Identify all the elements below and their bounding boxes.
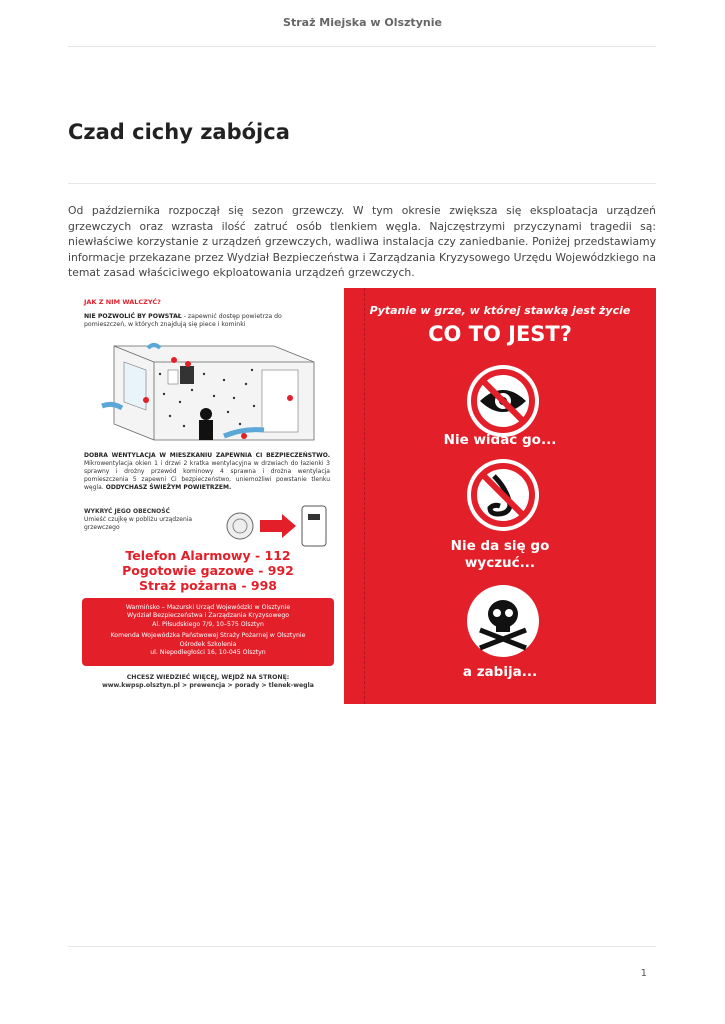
more-info-label: CHCESZ WIEDZIEĆ WIĘCEJ, WEJDŹ NA STRONĘ: bbox=[126, 674, 290, 681]
prevent-bold: NIE POZWOLIĆ BY POWSTAŁ bbox=[84, 313, 182, 320]
title-divider bbox=[68, 183, 656, 184]
contacts-box bbox=[82, 598, 334, 666]
intro-paragraph: Od października rozpoczął się sezon grzewczy. W tym okresie zwiększa się eksploatacja urządzeń grzewczych oraz wzrasta ilość zatruć osób tlenkiem węgla. Najczęstrzymi przyczynami tragedii są: niewłaściwe korzystanie z urządzeń grzewczych, wadliwa instalacja czy zaniedbanie. Poniżej przedstawiamy informacje przekazane przez Wydział Bezpieczeństwa i Zarządzania Kryzysowego Urzędu Wojewódzkiego na temat zasad właściciwego ekploatowania urządzeń grzewczych. bbox=[68, 204, 656, 279]
more-info bbox=[80, 674, 336, 690]
detect-desc: Umieść czujkę w pobliżu urządzenia grzewczego bbox=[84, 516, 193, 531]
header-divider bbox=[68, 46, 656, 47]
good-vent-desc: Mikrowentylacja okien 1 i drzwi 2 kratka wentylacyjna w drzwiach do łazienki 3 sprawny i drożny przewód kominowy 4 sprawna i drożna wentylacja pomieszczenia 5 zapewni Ci bezpieczeństwo, uniemożliwi powstanie tlenku węgla. bbox=[84, 460, 330, 491]
contact-line: Al. Piłsudskiego 7/9, 10–575 Olsztyn bbox=[152, 620, 264, 628]
emergency-phones bbox=[80, 548, 336, 593]
detect-text bbox=[84, 508, 214, 532]
leaflet-left bbox=[80, 290, 336, 710]
detect-bold: WYKRYĆ JEGO OBECNOŚĆ bbox=[84, 508, 170, 515]
footer-divider bbox=[68, 946, 656, 947]
prevent-desc: - zapewnić dostęp powietrza do pomieszczeń, w których znajdują się piece i kominki bbox=[84, 313, 282, 328]
leaflet-headline: CO TO JEST? bbox=[428, 322, 572, 346]
no-smell-icon bbox=[466, 458, 540, 532]
contact-line: Wydział Bezpieczeństwa i Zarządzania Kryzysowego bbox=[126, 612, 290, 620]
site-title: Straż Miejska w Olsztynie bbox=[283, 16, 442, 29]
good-ventilation-text bbox=[84, 452, 330, 492]
page-number: 1 bbox=[640, 968, 647, 979]
phone-gas: Pogotowie gazowe - 992 bbox=[122, 563, 294, 578]
fold-line bbox=[364, 288, 365, 704]
contact-line: Ośrodek Szkolenia bbox=[179, 640, 237, 648]
leaflet-right bbox=[344, 288, 656, 704]
contact-line: Komenda Wojewódzka Państwowej Straży Pożarnej w Olsztynie bbox=[110, 632, 306, 640]
contact-line: ul. Niepodległości 16, 10-045 Olsztyn bbox=[150, 649, 266, 657]
leaflet-question: Pytanie w grze, w której stawką jest życie bbox=[369, 304, 631, 317]
caption-cant-smell-1: Nie da się go bbox=[450, 538, 550, 554]
good-vent-end: ODDYCHASZ ŚWIEŻYM POWIETRZEM. bbox=[103, 484, 232, 491]
caption-cant-smell bbox=[344, 538, 656, 572]
no-eye-icon bbox=[466, 364, 540, 438]
co-detector-illustration bbox=[220, 504, 330, 548]
caption-cant-smell-2: wyczuć... bbox=[464, 555, 536, 571]
room-ventilation-illustration bbox=[84, 340, 324, 448]
caption-kills: a zabija... bbox=[462, 664, 538, 680]
phone-emergency: Telefon Alarmowy - 112 bbox=[125, 548, 291, 563]
page-title: Czad cichy zabójca bbox=[68, 120, 290, 144]
phone-fire: Straż pożarna - 998 bbox=[139, 578, 277, 593]
good-vent-bold: DOBRA WENTYLACJA W MIESZKANIU ZAPEWNIA CI BEZPIECZEŃSTWO. bbox=[84, 452, 330, 459]
more-info-link[interactable]: www.kwpsp.olsztyn.pl > prewencja > porady > tlenek-wegla bbox=[102, 682, 314, 689]
skull-crossbones-icon bbox=[466, 584, 540, 658]
contact-line: Warmińsko – Mazurski Urząd Wojewódzki w Olsztynie bbox=[125, 604, 291, 611]
prevent-text bbox=[84, 313, 324, 329]
leaflet-heading: JAK Z NIM WALCZYĆ? bbox=[84, 298, 161, 306]
caption-cant-see: Nie widać go... bbox=[443, 432, 557, 448]
